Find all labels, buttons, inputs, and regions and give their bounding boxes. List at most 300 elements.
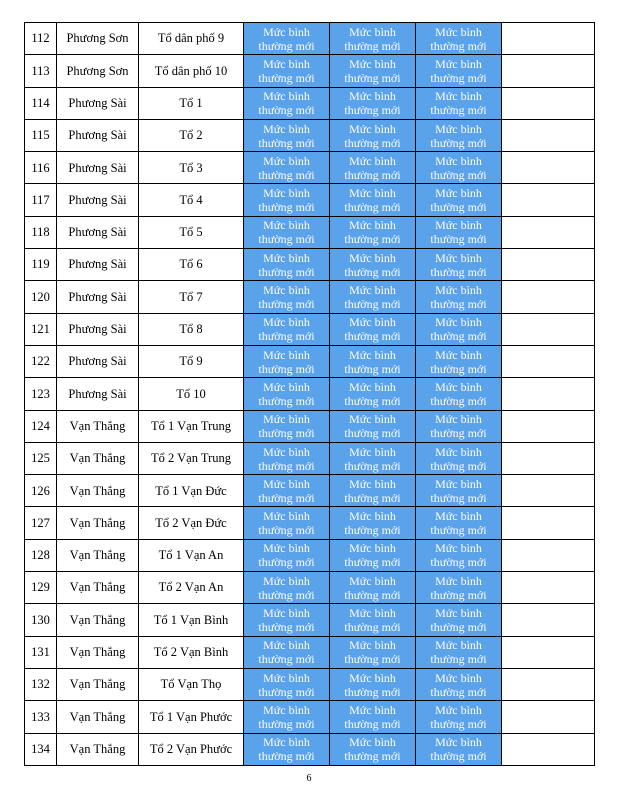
empty-note-cell bbox=[502, 604, 595, 636]
status-cell bbox=[416, 668, 502, 700]
residential-group-cell: Tổ 3 bbox=[139, 152, 244, 184]
status-cell bbox=[416, 507, 502, 539]
status-line-1: Mức bình bbox=[263, 735, 310, 750]
status-cell bbox=[330, 23, 416, 55]
ward-cell: Vạn Thắng bbox=[57, 636, 139, 668]
table-body bbox=[25, 23, 595, 766]
status-line-1: Mức bình bbox=[263, 315, 310, 330]
row-number-cell: 113 bbox=[25, 55, 57, 87]
status-cell bbox=[244, 539, 330, 571]
ward-cell: Phương Sài bbox=[57, 119, 139, 151]
empty-note-cell bbox=[502, 668, 595, 700]
status-cell bbox=[330, 345, 416, 377]
status-line-1: Mức bình bbox=[349, 315, 396, 330]
status-line-1: Mức bình bbox=[435, 121, 482, 136]
ward-cell: Vạn Thắng bbox=[57, 604, 139, 636]
table-row bbox=[25, 475, 595, 507]
status-line-1: Mức bình bbox=[263, 476, 310, 491]
status-line-1: Mức bình bbox=[349, 250, 396, 265]
status-line-1: Mức bình bbox=[263, 24, 310, 39]
residential-group-cell: Tổ 2 Vạn Trung bbox=[139, 442, 244, 474]
row-number-cell: 126 bbox=[25, 475, 57, 507]
status-line-1: Mức bình bbox=[435, 444, 482, 459]
status-line-1: Mức bình bbox=[349, 56, 396, 71]
status-line-1: Mức bình bbox=[263, 250, 310, 265]
row-number-cell: 134 bbox=[25, 733, 57, 765]
ward-cell: Vạn Thắng bbox=[57, 475, 139, 507]
ward-cell: Phương Sài bbox=[57, 378, 139, 410]
status-line-2: thường mới bbox=[430, 555, 487, 570]
empty-note-cell bbox=[502, 152, 595, 184]
ward-cell: Vạn Thắng bbox=[57, 442, 139, 474]
residential-group-cell: Tổ 2 Vạn An bbox=[139, 572, 244, 604]
status-line-1: Mức bình bbox=[263, 347, 310, 362]
status-line-2: thường mới bbox=[430, 490, 487, 505]
status-line-2: thường mới bbox=[344, 361, 401, 376]
status-line-2: thường mới bbox=[430, 619, 487, 634]
empty-note-cell bbox=[502, 378, 595, 410]
status-line-2: thường mới bbox=[430, 70, 487, 85]
empty-note-cell bbox=[502, 216, 595, 248]
ward-cell: Phương Sơn bbox=[57, 55, 139, 87]
row-number-cell: 116 bbox=[25, 152, 57, 184]
status-line-2: thường mới bbox=[258, 458, 315, 473]
status-line-2: thường mới bbox=[430, 361, 487, 376]
empty-note-cell bbox=[502, 572, 595, 604]
status-line-2: thường mới bbox=[258, 297, 315, 312]
status-cell bbox=[244, 701, 330, 733]
row-number-cell: 132 bbox=[25, 668, 57, 700]
table-row bbox=[25, 55, 595, 87]
status-line-2: thường mới bbox=[258, 555, 315, 570]
status-cell bbox=[244, 249, 330, 281]
empty-note-cell bbox=[502, 281, 595, 313]
status-line-1: Mức bình bbox=[263, 638, 310, 653]
status-line-1: Mức bình bbox=[349, 121, 396, 136]
status-cell bbox=[416, 410, 502, 442]
status-line-1: Mức bình bbox=[263, 283, 310, 298]
status-cell bbox=[244, 507, 330, 539]
row-number-cell: 118 bbox=[25, 216, 57, 248]
status-line-2: thường mới bbox=[430, 232, 487, 247]
row-number-cell: 124 bbox=[25, 410, 57, 442]
status-cell bbox=[416, 184, 502, 216]
status-cell bbox=[330, 733, 416, 765]
status-line-2: thường mới bbox=[258, 264, 315, 279]
status-line-1: Mức bình bbox=[263, 379, 310, 394]
status-line-2: thường mới bbox=[258, 167, 315, 182]
status-line-1: Mức bình bbox=[435, 638, 482, 653]
table-row bbox=[25, 701, 595, 733]
row-number-cell: 121 bbox=[25, 313, 57, 345]
status-cell bbox=[330, 184, 416, 216]
row-number-cell: 130 bbox=[25, 604, 57, 636]
ward-cell: Vạn Thắng bbox=[57, 572, 139, 604]
status-line-1: Mức bình bbox=[435, 509, 482, 524]
status-line-1: Mức bình bbox=[349, 153, 396, 168]
status-line-2: thường mới bbox=[344, 264, 401, 279]
status-line-2: thường mới bbox=[344, 490, 401, 505]
residential-group-cell: Tổ 2 bbox=[139, 119, 244, 151]
ward-cell: Phương Sài bbox=[57, 87, 139, 119]
status-line-1: Mức bình bbox=[263, 153, 310, 168]
status-line-2: thường mới bbox=[344, 200, 401, 215]
status-line-1: Mức bình bbox=[435, 89, 482, 104]
table-row bbox=[25, 572, 595, 604]
empty-note-cell bbox=[502, 119, 595, 151]
status-cell bbox=[244, 733, 330, 765]
status-cell bbox=[330, 216, 416, 248]
residential-group-cell: Tổ 9 bbox=[139, 345, 244, 377]
status-cell bbox=[416, 733, 502, 765]
status-line-1: Mức bình bbox=[349, 218, 396, 233]
status-line-2: thường mới bbox=[430, 458, 487, 473]
status-line-2: thường mới bbox=[258, 490, 315, 505]
status-cell bbox=[330, 249, 416, 281]
residential-group-cell: Tổ 2 Vạn Phước bbox=[139, 733, 244, 765]
row-number-cell: 120 bbox=[25, 281, 57, 313]
status-line-1: Mức bình bbox=[435, 412, 482, 427]
status-line-1: Mức bình bbox=[435, 702, 482, 717]
status-line-2: thường mới bbox=[258, 619, 315, 634]
status-line-1: Mức bình bbox=[263, 218, 310, 233]
residential-group-cell: Tổ 7 bbox=[139, 281, 244, 313]
residential-group-cell: Tổ 2 Vạn Bình bbox=[139, 636, 244, 668]
status-line-1: Mức bình bbox=[349, 735, 396, 750]
status-line-1: Mức bình bbox=[349, 541, 396, 556]
risk-level-table bbox=[24, 22, 595, 766]
ward-cell: Phương Sài bbox=[57, 249, 139, 281]
status-cell bbox=[330, 668, 416, 700]
row-number-cell: 112 bbox=[25, 23, 57, 55]
status-cell bbox=[330, 442, 416, 474]
status-cell bbox=[244, 216, 330, 248]
empty-note-cell bbox=[502, 539, 595, 571]
residential-group-cell: Tổ 1 Vạn Đức bbox=[139, 475, 244, 507]
status-cell bbox=[330, 152, 416, 184]
row-number-cell: 122 bbox=[25, 345, 57, 377]
status-cell bbox=[244, 87, 330, 119]
table-row bbox=[25, 604, 595, 636]
row-number-cell: 127 bbox=[25, 507, 57, 539]
status-line-2: thường mới bbox=[344, 38, 401, 53]
status-line-1: Mức bình bbox=[349, 444, 396, 459]
ward-cell: Phương Sơn bbox=[57, 23, 139, 55]
status-cell bbox=[416, 87, 502, 119]
status-line-2: thường mới bbox=[430, 652, 487, 667]
status-cell bbox=[330, 281, 416, 313]
empty-note-cell bbox=[502, 733, 595, 765]
status-line-1: Mức bình bbox=[263, 509, 310, 524]
status-line-1: Mức bình bbox=[349, 670, 396, 685]
table-row bbox=[25, 313, 595, 345]
status-line-2: thường mới bbox=[344, 103, 401, 118]
ward-cell: Phương Sài bbox=[57, 184, 139, 216]
ward-cell: Phương Sài bbox=[57, 345, 139, 377]
status-line-1: Mức bình bbox=[349, 347, 396, 362]
status-line-1: Mức bình bbox=[263, 573, 310, 588]
status-cell bbox=[330, 410, 416, 442]
row-number-cell: 125 bbox=[25, 442, 57, 474]
status-line-1: Mức bình bbox=[435, 186, 482, 201]
status-cell bbox=[244, 604, 330, 636]
status-line-2: thường mới bbox=[258, 749, 315, 764]
status-line-1: Mức bình bbox=[435, 315, 482, 330]
table-row bbox=[25, 539, 595, 571]
status-cell bbox=[330, 572, 416, 604]
ward-cell: Vạn Thắng bbox=[57, 733, 139, 765]
status-line-1: Mức bình bbox=[435, 670, 482, 685]
row-number-cell: 119 bbox=[25, 249, 57, 281]
status-line-1: Mức bình bbox=[349, 283, 396, 298]
status-cell bbox=[330, 119, 416, 151]
status-line-1: Mức bình bbox=[349, 24, 396, 39]
status-line-1: Mức bình bbox=[263, 56, 310, 71]
row-number-cell: 117 bbox=[25, 184, 57, 216]
status-cell bbox=[416, 636, 502, 668]
table-row bbox=[25, 410, 595, 442]
status-line-1: Mức bình bbox=[263, 541, 310, 556]
status-line-1: Mức bình bbox=[263, 444, 310, 459]
page-number: 6 bbox=[306, 773, 312, 784]
status-line-1: Mức bình bbox=[349, 638, 396, 653]
status-cell bbox=[416, 701, 502, 733]
ward-cell: Vạn Thắng bbox=[57, 701, 139, 733]
status-cell bbox=[244, 572, 330, 604]
status-cell bbox=[244, 184, 330, 216]
status-line-2: thường mới bbox=[344, 587, 401, 602]
row-number-cell: 133 bbox=[25, 701, 57, 733]
residential-group-cell: Tổ 4 bbox=[139, 184, 244, 216]
status-line-1: Mức bình bbox=[263, 186, 310, 201]
status-line-1: Mức bình bbox=[435, 476, 482, 491]
ward-cell: Phương Sài bbox=[57, 281, 139, 313]
ward-cell: Vạn Thắng bbox=[57, 410, 139, 442]
status-line-2: thường mới bbox=[430, 38, 487, 53]
status-cell bbox=[244, 668, 330, 700]
status-cell bbox=[416, 475, 502, 507]
status-line-2: thường mới bbox=[344, 135, 401, 150]
status-line-2: thường mới bbox=[258, 587, 315, 602]
status-cell bbox=[416, 572, 502, 604]
status-line-1: Mức bình bbox=[349, 412, 396, 427]
status-line-1: Mức bình bbox=[263, 702, 310, 717]
status-line-2: thường mới bbox=[430, 200, 487, 215]
ward-cell: Phương Sài bbox=[57, 216, 139, 248]
status-cell bbox=[244, 281, 330, 313]
status-line-2: thường mới bbox=[258, 426, 315, 441]
status-cell bbox=[416, 152, 502, 184]
table-row bbox=[25, 281, 595, 313]
status-line-2: thường mới bbox=[430, 716, 487, 731]
ward-cell: Phương Sài bbox=[57, 152, 139, 184]
table-row bbox=[25, 184, 595, 216]
status-cell bbox=[416, 249, 502, 281]
status-line-1: Mức bình bbox=[263, 121, 310, 136]
status-line-1: Mức bình bbox=[435, 24, 482, 39]
status-cell bbox=[244, 410, 330, 442]
status-line-1: Mức bình bbox=[435, 735, 482, 750]
ward-cell: Phương Sài bbox=[57, 313, 139, 345]
empty-note-cell bbox=[502, 87, 595, 119]
status-cell bbox=[330, 636, 416, 668]
status-cell bbox=[330, 507, 416, 539]
status-cell bbox=[244, 636, 330, 668]
table-row bbox=[25, 119, 595, 151]
residential-group-cell: Tổ 5 bbox=[139, 216, 244, 248]
status-line-1: Mức bình bbox=[435, 153, 482, 168]
status-line-2: thường mới bbox=[430, 264, 487, 279]
status-line-2: thường mới bbox=[430, 103, 487, 118]
status-cell bbox=[416, 442, 502, 474]
row-number-cell: 129 bbox=[25, 572, 57, 604]
table-row bbox=[25, 442, 595, 474]
status-line-2: thường mới bbox=[344, 426, 401, 441]
status-line-1: Mức bình bbox=[435, 347, 482, 362]
empty-note-cell bbox=[502, 442, 595, 474]
status-line-1: Mức bình bbox=[435, 250, 482, 265]
status-line-2: thường mới bbox=[344, 652, 401, 667]
status-line-2: thường mới bbox=[258, 70, 315, 85]
status-cell bbox=[330, 55, 416, 87]
status-cell bbox=[416, 345, 502, 377]
status-line-2: thường mới bbox=[344, 70, 401, 85]
residential-group-cell: Tổ 2 Vạn Đức bbox=[139, 507, 244, 539]
status-line-2: thường mới bbox=[258, 200, 315, 215]
table-row bbox=[25, 87, 595, 119]
status-line-1: Mức bình bbox=[349, 509, 396, 524]
status-cell bbox=[244, 119, 330, 151]
status-line-1: Mức bình bbox=[263, 605, 310, 620]
residential-group-cell: Tổ 10 bbox=[139, 378, 244, 410]
status-cell bbox=[416, 378, 502, 410]
status-line-1: Mức bình bbox=[435, 541, 482, 556]
status-cell bbox=[330, 475, 416, 507]
status-cell bbox=[416, 281, 502, 313]
status-line-2: thường mới bbox=[430, 329, 487, 344]
status-line-2: thường mới bbox=[344, 749, 401, 764]
status-line-2: thường mới bbox=[344, 716, 401, 731]
residential-group-cell: Tổ 6 bbox=[139, 249, 244, 281]
status-cell bbox=[416, 216, 502, 248]
row-number-cell: 131 bbox=[25, 636, 57, 668]
residential-group-cell: Tổ dân phố 9 bbox=[139, 23, 244, 55]
ward-cell: Vạn Thắng bbox=[57, 668, 139, 700]
status-cell bbox=[330, 378, 416, 410]
status-line-2: thường mới bbox=[344, 329, 401, 344]
residential-group-cell: Tổ dân phố 10 bbox=[139, 55, 244, 87]
row-number-cell: 123 bbox=[25, 378, 57, 410]
residential-group-cell: Tổ 1 bbox=[139, 87, 244, 119]
status-line-2: thường mới bbox=[258, 684, 315, 699]
residential-group-cell: Tổ 1 Vạn An bbox=[139, 539, 244, 571]
status-cell bbox=[416, 539, 502, 571]
empty-note-cell bbox=[502, 475, 595, 507]
status-line-2: thường mới bbox=[430, 167, 487, 182]
table-row bbox=[25, 636, 595, 668]
empty-note-cell bbox=[502, 410, 595, 442]
status-line-2: thường mới bbox=[430, 393, 487, 408]
status-cell bbox=[244, 55, 330, 87]
status-line-1: Mức bình bbox=[435, 573, 482, 588]
ward-cell: Vạn Thắng bbox=[57, 507, 139, 539]
status-line-2: thường mới bbox=[258, 329, 315, 344]
status-line-2: thường mới bbox=[344, 232, 401, 247]
ward-cell: Vạn Thắng bbox=[57, 539, 139, 571]
status-line-1: Mức bình bbox=[263, 89, 310, 104]
status-line-2: thường mới bbox=[430, 684, 487, 699]
status-line-2: thường mới bbox=[344, 619, 401, 634]
status-cell bbox=[330, 701, 416, 733]
status-line-2: thường mới bbox=[430, 523, 487, 538]
table-row bbox=[25, 345, 595, 377]
status-cell bbox=[416, 23, 502, 55]
status-cell bbox=[244, 152, 330, 184]
table-row bbox=[25, 733, 595, 765]
status-line-2: thường mới bbox=[344, 555, 401, 570]
residential-group-cell: Tổ 1 Vạn Phước bbox=[139, 701, 244, 733]
residential-group-cell: Tổ Vạn Thọ bbox=[139, 668, 244, 700]
empty-note-cell bbox=[502, 636, 595, 668]
status-line-1: Mức bình bbox=[349, 702, 396, 717]
status-line-1: Mức bình bbox=[349, 186, 396, 201]
status-line-1: Mức bình bbox=[263, 412, 310, 427]
residential-group-cell: Tổ 8 bbox=[139, 313, 244, 345]
status-cell bbox=[244, 23, 330, 55]
empty-note-cell bbox=[502, 507, 595, 539]
table-row bbox=[25, 249, 595, 281]
status-line-1: Mức bình bbox=[435, 283, 482, 298]
status-line-1: Mức bình bbox=[263, 670, 310, 685]
status-line-2: thường mới bbox=[430, 587, 487, 602]
residential-group-cell: Tổ 1 Vạn Trung bbox=[139, 410, 244, 442]
status-line-2: thường mới bbox=[344, 458, 401, 473]
status-line-2: thường mới bbox=[430, 426, 487, 441]
status-line-2: thường mới bbox=[258, 716, 315, 731]
empty-note-cell bbox=[502, 701, 595, 733]
status-line-1: Mức bình bbox=[435, 56, 482, 71]
status-cell bbox=[330, 87, 416, 119]
status-line-1: Mức bình bbox=[349, 89, 396, 104]
residential-group-cell: Tổ 1 Vạn Bình bbox=[139, 604, 244, 636]
status-line-2: thường mới bbox=[344, 684, 401, 699]
status-line-2: thường mới bbox=[258, 361, 315, 376]
table-row bbox=[25, 152, 595, 184]
status-line-2: thường mới bbox=[258, 38, 315, 53]
status-cell bbox=[244, 313, 330, 345]
table-row bbox=[25, 216, 595, 248]
status-line-1: Mức bình bbox=[435, 218, 482, 233]
table-row bbox=[25, 378, 595, 410]
status-cell bbox=[416, 604, 502, 636]
empty-note-cell bbox=[502, 23, 595, 55]
status-cell bbox=[416, 119, 502, 151]
status-line-2: thường mới bbox=[258, 103, 315, 118]
status-line-2: thường mới bbox=[344, 167, 401, 182]
status-cell bbox=[330, 313, 416, 345]
table-row bbox=[25, 507, 595, 539]
status-line-2: thường mới bbox=[258, 232, 315, 247]
status-line-2: thường mới bbox=[258, 135, 315, 150]
status-line-2: thường mới bbox=[344, 523, 401, 538]
status-cell bbox=[244, 475, 330, 507]
empty-note-cell bbox=[502, 55, 595, 87]
row-number-cell: 114 bbox=[25, 87, 57, 119]
empty-note-cell bbox=[502, 184, 595, 216]
status-line-1: Mức bình bbox=[349, 379, 396, 394]
empty-note-cell bbox=[502, 249, 595, 281]
status-line-2: thường mới bbox=[430, 297, 487, 312]
